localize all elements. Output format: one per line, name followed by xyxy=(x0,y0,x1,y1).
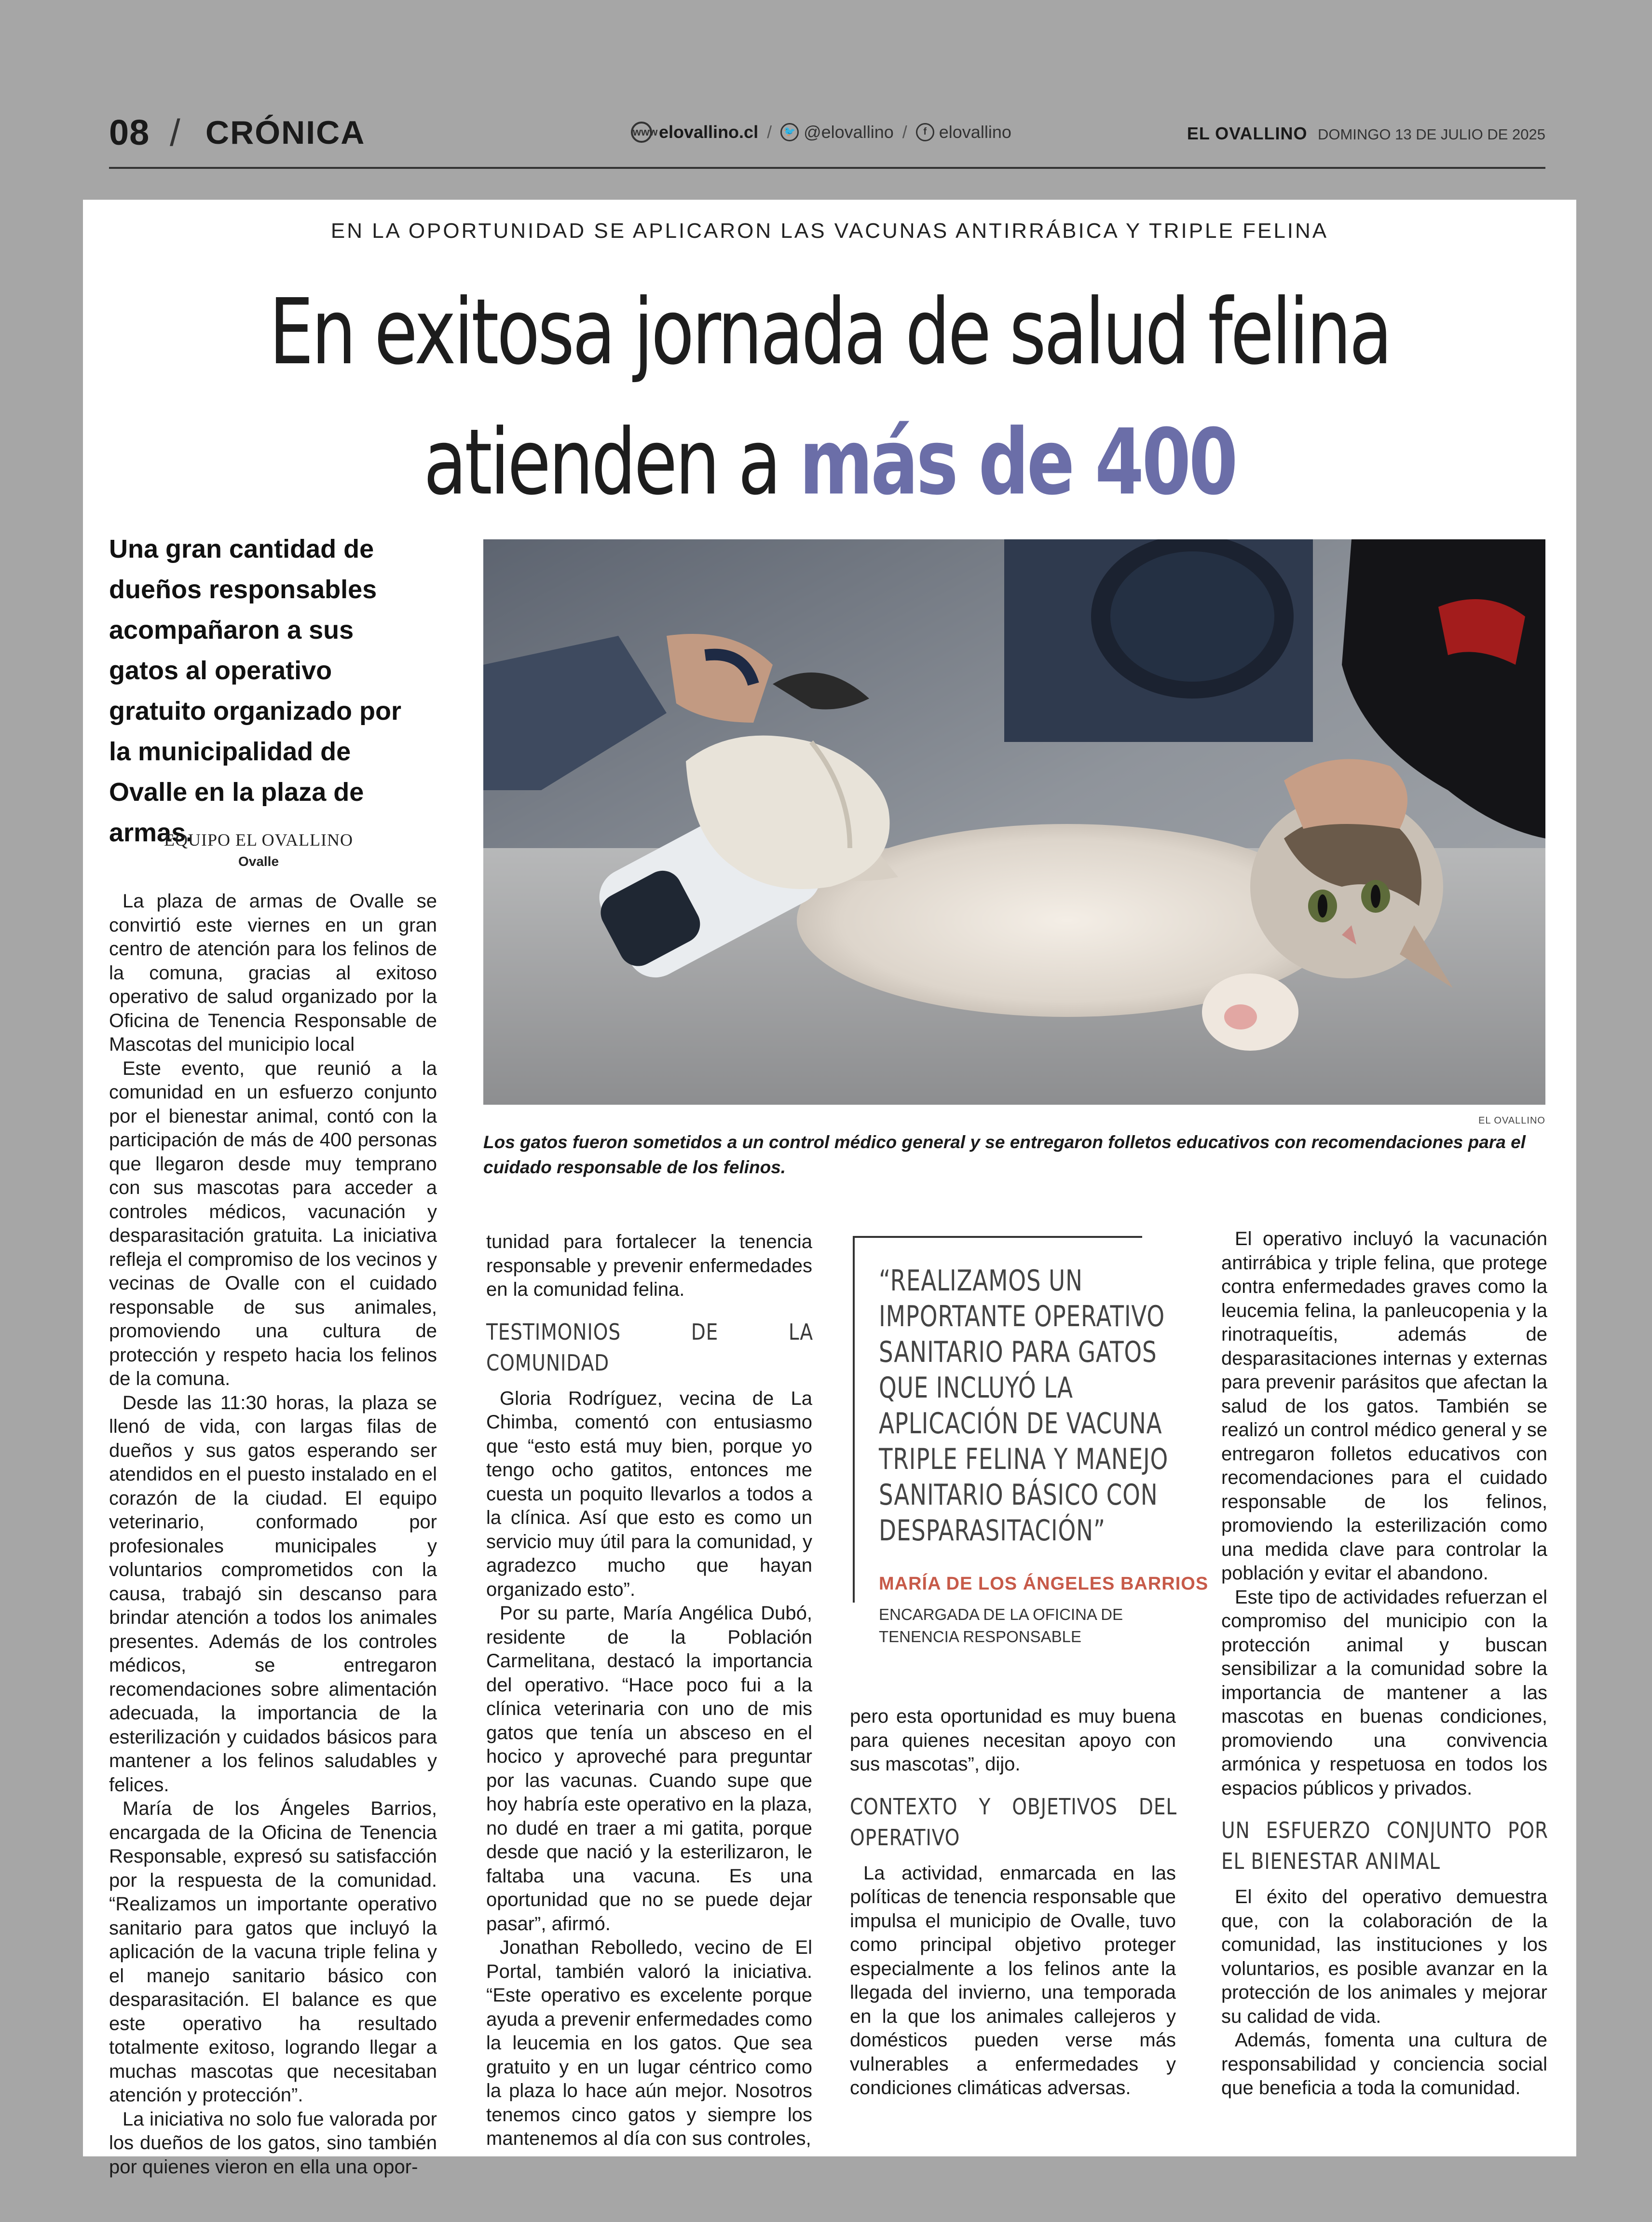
paragraph: Gloria Rodríguez, vecina de La Chimba, comentó con entusiasmo que “esto está muy bien, porque yo tengo ocho gatitos, entonces me cuesta un poquito llevarlos a todos a la clínica. Así que esto es como un servicio muy útil para la comunidad, y agradezco mucho que hayan organizado esto”. xyxy=(486,1387,812,1600)
article-sheet xyxy=(83,200,1576,2178)
subheading-testimonios: TESTIMONIOS DE LA COMUNIDAD xyxy=(486,1318,814,1376)
twitter-handle[interactable]: @elovallino xyxy=(804,122,894,142)
photo-caption: Los gatos fueron sometidos a un control médico general y se entregaron folletos educativos con recomendaciones para el cuidado responsable de los felinos. xyxy=(483,1132,1526,1177)
article-photo xyxy=(483,539,1545,1105)
kicker: EN LA OPORTUNIDAD SE APLICARON LAS VACUNAS ANTIRRÁBICA Y TRIPLE FELINA xyxy=(330,219,1329,243)
headline-highlight: más de 400 xyxy=(799,410,1236,515)
issue-date: DOMINGO 13 DE JULIO DE 2025 xyxy=(1317,126,1545,143)
paragraph: tunidad para fortalecer la tenencia responsable y prevenir enfermedades en la comunidad felina. xyxy=(486,1231,812,1300)
page-number: 08 xyxy=(109,112,150,152)
paragraph: Por su parte, María Angélica Dubó, residente de la Población Carmelitana, destacó la importancia del operativo. “Hace poco fui a la clínica veterinaria con uno de mis gatos que tenía un absceso en el hocico y aproveché para preguntar por las vacunas. Cuando supe que hoy habría este operativo en la plaza, no dudé en traer a mi gatita, porque desde que nació y la esterilizaron, le faltaba una vacuna. Es una oportunidad que no se puede dejar pasar”, afirmó. xyxy=(486,1603,812,1934)
twitter-icon: 🐦 xyxy=(780,123,799,141)
article-column-3 xyxy=(850,1705,1176,2100)
paragraph: El éxito del operativo demuestra que, con la colaboración de la comunidad, las instituciones y los voluntarios, es posible avanzar en la protección de los animales y mejorar su calidad de vida. xyxy=(1221,1886,1547,2027)
masthead xyxy=(1187,123,1545,144)
page-header xyxy=(109,107,1545,165)
facebook-icon: f xyxy=(916,123,934,141)
headline-line-1: En exitosa jornada de salud felina xyxy=(269,279,1391,385)
subheading-esfuerzo: UN ESFUERZO CONJUNTO POR EL BIENESTAR ANIMAL xyxy=(1221,1817,1549,1874)
pull-quote-author: MARÍA DE LOS ÁNGELES BARRIOS xyxy=(879,1574,1209,1594)
paragraph: Jonathan Rebolledo, vecino de El Portal, también valoró la iniciativa. “Este operativo es excelente porque ayuda a prevenir enfermedades como la leucemia en los gatos. Que sea gratuito y en un lugar céntrico como la plaza lo hace aún mejor. Nosotros tenemos cinco gatos y siempre los mantenemos al día con sus controles, xyxy=(486,1937,812,2149)
article-column-4 xyxy=(1221,1227,1547,2100)
paragraph: Además, fomenta una cultura de responsabilidad y conciencia social que beneficia a toda la comunidad. xyxy=(1221,2030,1547,2099)
header-slash: / xyxy=(170,111,180,154)
website-link[interactable]: elovallino.cl xyxy=(659,122,759,142)
paragraph: La plaza de armas de Ovalle se convirtió este viernes en un gran centro de atención para los felinos de la comuna, gracias al exitoso operativo de salud organizado por la Oficina de Tenencia Responsable de Mascotas del municipio local xyxy=(109,891,437,1055)
separator: / xyxy=(902,122,907,142)
paragraph: Este evento, que reunió a la comunidad en un esfuerzo conjunto por el bienestar animal, contó con la participación de más de 400 personas que llegaron desde muy temprano con sus mascotas para acceder a controles médicos, vacunación y desparasitación gratuita. La iniciativa refleja el compromiso de los vecinos y vecinas de Ovalle con el cuidado responsable de sus animales, promoviendo una cultura de protección y respeto hacia los felinos de la comuna. xyxy=(109,1057,437,1389)
facebook-handle[interactable]: elovallino xyxy=(939,122,1011,142)
subheading-contexto: CONTEXTO Y OBJETIVOS DEL OPERATIVO xyxy=(850,1793,1177,1851)
paragraph: El operativo incluyó la vacunación antirrábica y triple felina, que protege contra enfermedades graves como la leucemia felina, la panleucopenia y la rinotraqueítis, además de desparasitaciones internas y externas para prevenir parásitos que afectan la salud de los gatos. También se realizó un control médico general y se entregaron folletos educativos con recomendaciones para el cuidado responsable de los felinos, promoviendo la esterilización como una medida clave para controlar la población y evitar el abandono. xyxy=(1221,1228,1547,1584)
paragraph: La actividad, enmarcada en las políticas de tenencia responsable que impulsa el municipio de Ovalle, tuvo como principal objetivo proteger especialmente a los felinos ante la llegada del invierno, una temporada en la que los animales callejeros y domésticos pueden verse más vulnerables a enfermedades y condiciones climáticas adversas. xyxy=(850,1862,1176,2099)
pull-quote xyxy=(853,1236,1209,1680)
pull-quote-top-rule xyxy=(853,1236,1142,1238)
paragraph: María de los Ángeles Barrios, encargada de la Oficina de Tenencia Responsable, expresó su satisfacción por la respuesta de la comunidad. “Realizamos un importante operativo sanitario para gatos que incluyó la aplicación de la vacuna triple felina y el manejo sanitario básico con desparasitación. El balance es que este operativo ha resultado totalmente exitoso, logrando llegar a muchas mascotas que necesitaban atención y protección”. xyxy=(109,1798,437,2106)
byline: EQUIPO EL OVALLINO xyxy=(164,830,353,850)
pull-quote-left-rule xyxy=(853,1236,855,1603)
brand-name: EL OVALLINO xyxy=(1187,123,1308,143)
paragraph: Este tipo de actividades refuerzan el compromiso del municipio con la protección animal y buscan sensibilizar a la comunidad sobre la importancia de mantener a las mascotas en buenas condiciones, promoviendo una convivencia armónica y respetuosa en todos los espacios públicos y privados. xyxy=(1221,1586,1547,1799)
section-name: CRÓNICA xyxy=(205,114,366,151)
separator: / xyxy=(767,122,772,142)
pull-quote-text: “REALIZAMOS UN IMPORTANTE OPERATIVO SANITARIO PARA GATOS QUE INCLUYÓ LA APLICACIÓN DE VACUNA TRIPLE FELINA Y MANEJO SANITARIO BÁSICO CON DESPARASITACIÓN” xyxy=(879,1264,1169,1548)
paragraph: pero esta oportunidad es muy buena para quienes necesitan apoyo con sus mascotas”, dijo. xyxy=(850,1706,1176,1775)
paragraph: Desde las 11:30 horas, la plaza se llenó de vida, con largas filas de dueños y sus gatos esperando ser atendidos en el puesto instalado en el corazón de la ciudad. El equipo veterinario, conformado por profesionales municipales y voluntarios comprometidos con la causa, trabajó sin descanso para brindar atención a todos los animales presentes. Además de los controles médicos, se entregaron recomendaciones sobre alimentación adecuada, la importancia de la esterilización y cuidados básicos para mantener a los felinos saludables y felices. xyxy=(109,1392,437,1796)
photo-credit: EL OVALLINO xyxy=(1478,1115,1545,1126)
byline-location: Ovalle xyxy=(238,854,279,869)
paragraph: La iniciativa no solo fue valorada por los dueños de los gatos, sino también por quienes vieron en ella una opor- xyxy=(109,2108,437,2178)
cat-vet-photo xyxy=(483,539,1545,1105)
globe-icon: www xyxy=(631,122,652,143)
pull-quote-role: ENCARGADA DE LA OFICINA DE TENENCIA RESPONSABLE xyxy=(879,1605,1123,1646)
lead-paragraph: Una gran cantidad de dueños responsables acompañaron a sus gatos al operativo gratuito organizado por la municipalidad de Ovalle en la plaza de armas. xyxy=(109,535,401,847)
article-column-1 xyxy=(109,890,437,2179)
headline-line-2: atienden a xyxy=(423,410,800,515)
social-links xyxy=(631,122,1011,143)
header-rule xyxy=(109,167,1545,169)
article-column-2 xyxy=(486,1230,812,2151)
